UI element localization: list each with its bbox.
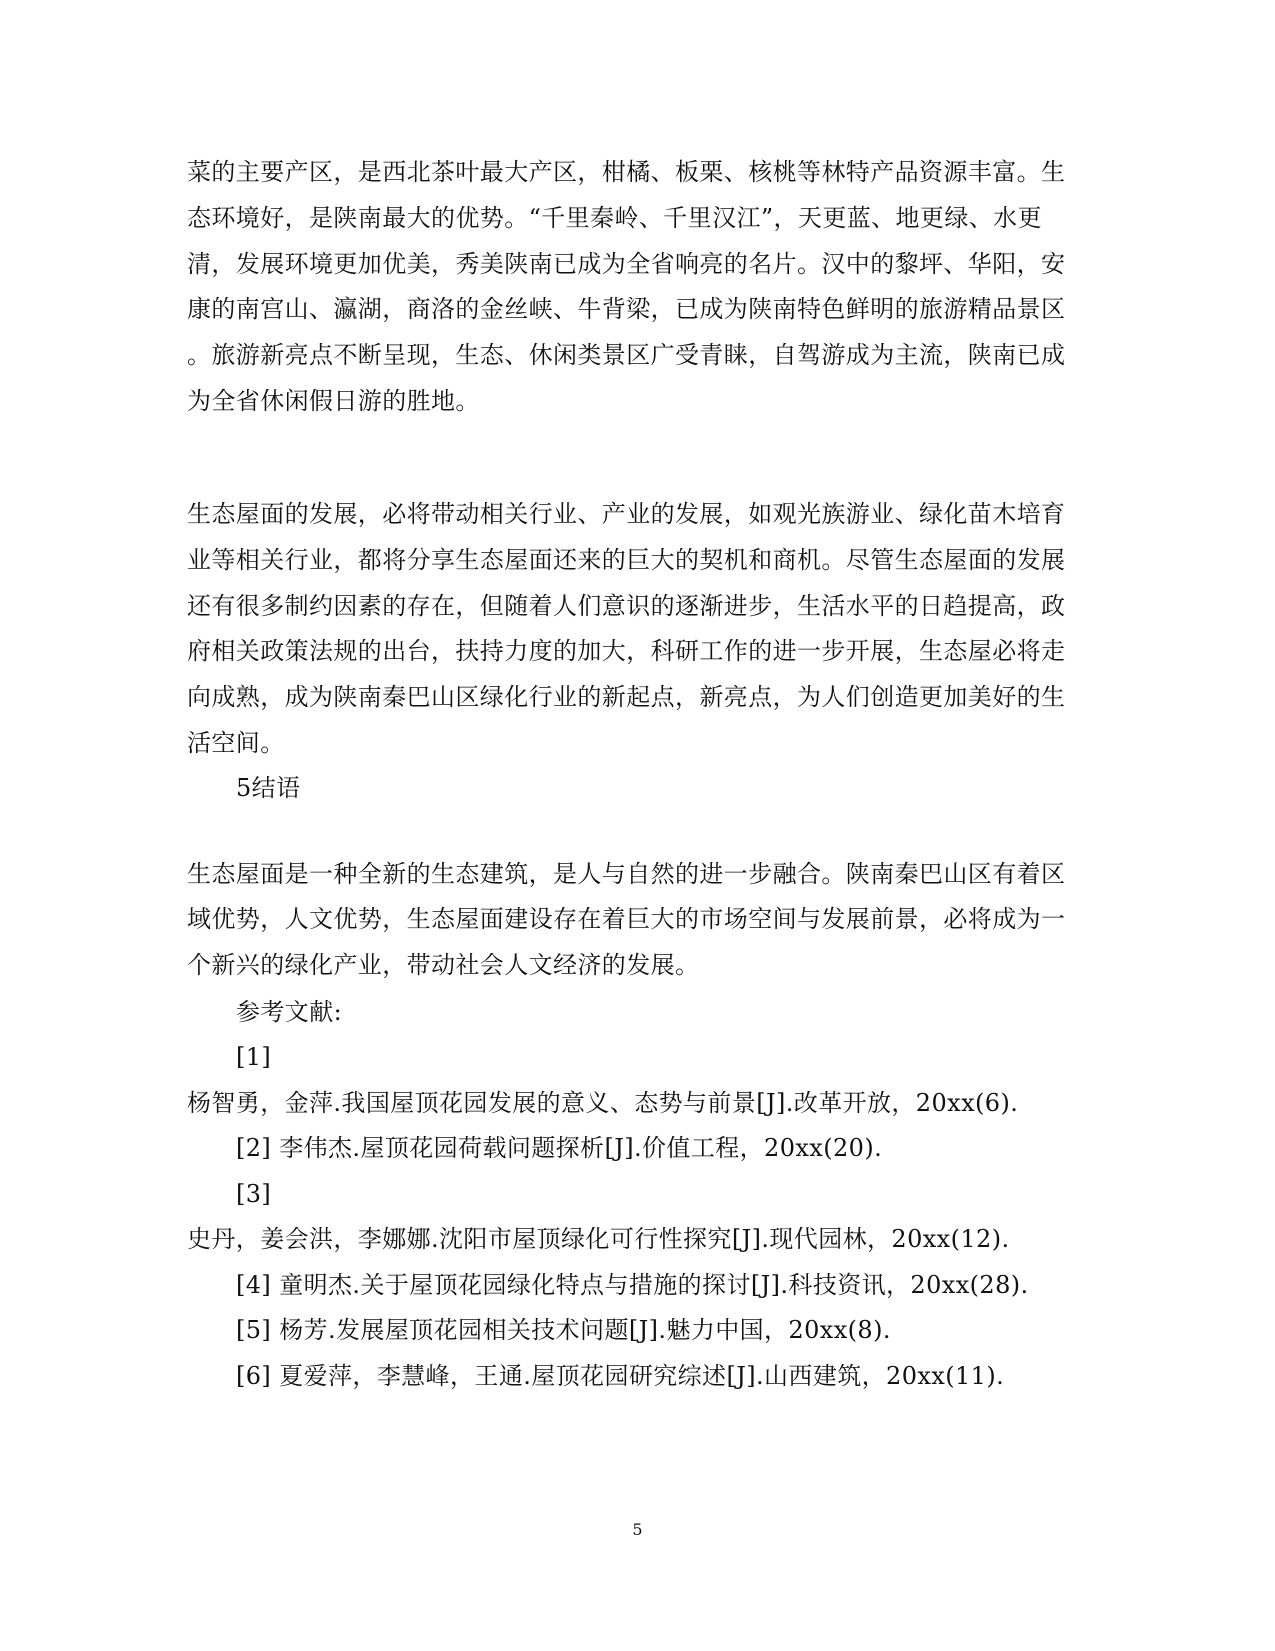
text-line: 态环境好，是陕南最大的优势。“千里秦岭、千里汉江”，天更蓝、地更绿、水更 bbox=[187, 204, 1042, 232]
text-line: 活空间。 bbox=[187, 729, 285, 757]
reference-item: [5] 杨芳.发展屋顶花园相关技术问题[J].魅力中国，20xx(8). bbox=[236, 1316, 891, 1344]
page-number: 5 bbox=[632, 1520, 643, 1539]
references-heading: 参考文献: bbox=[236, 998, 343, 1026]
text-line: 为全省休闲假日游的胜地。 bbox=[187, 387, 480, 415]
reference-marker: [3] bbox=[236, 1180, 272, 1208]
text-line: 个新兴的绿化产业，带动社会人文经济的发展。 bbox=[187, 951, 700, 979]
text-line: 还有很多制约因素的存在，但随着人们意识的逐渐进步，生活水平的日趋提高，政 bbox=[187, 592, 1066, 620]
text-line: 清，发展环境更加优美，秀美陕南已成为全省响亮的名片。汉中的黎坪、华阳，安 bbox=[187, 250, 1066, 278]
reference-item: 史丹，姜会洪，李娜娜.沈阳市屋顶绿化可行性探究[J].现代园林，20xx(12). bbox=[187, 1225, 1010, 1253]
text-line: 域优势，人文优势，生态屋面建设存在着巨大的市场空间与发展前景，必将成为一 bbox=[187, 905, 1066, 933]
text-line: 生态屋面是一种全新的生态建筑，是人与自然的进一步融合。陕南秦巴山区有着区 bbox=[187, 860, 1066, 888]
text-line: 府相关政策法规的出台，扶持力度的加大，科研工作的进一步开展，生态屋必将走 bbox=[187, 637, 1066, 665]
reference-marker: [1] bbox=[236, 1043, 272, 1071]
reference-item: [4] 童明杰.关于屋顶花园绿化特点与措施的探讨[J].科技资讯，20xx(28). bbox=[236, 1271, 1029, 1299]
text-line: 向成熟，成为陕南秦巴山区绿化行业的新起点，新亮点，为人们创造更加美好的生 bbox=[187, 683, 1066, 711]
text-line: 生态屋面的发展，必将带动相关行业、产业的发展，如观光族游业、绿化苗木培育 bbox=[187, 500, 1066, 528]
reference-item: 杨智勇，金萍.我国屋顶花园发展的意义、态势与前景[J].改革开放，20xx(6). bbox=[187, 1089, 1019, 1117]
text-line: 业等相关行业，都将分享生态屋面还来的巨大的契机和商机。尽管生态屋面的发展 bbox=[187, 546, 1066, 574]
reference-item: [6] 夏爱萍，李慧峰，王通.屋顶花园研究综述[J].山西建筑，20xx(11). bbox=[236, 1362, 1005, 1390]
text-line: 康的南宫山、瀛湖，商洛的金丝峡、牛背梁，已成为陕南特色鲜明的旅游精品景区 bbox=[187, 295, 1066, 323]
section-heading: 5结语 bbox=[236, 774, 301, 802]
reference-item: [2] 李伟杰.屋顶花园荷载问题探析[J].价值工程，20xx(20). bbox=[236, 1134, 883, 1162]
text-line: 。旅游新亮点不断呈现，生态、休闲类景区广受青睐，自驾游成为主流，陕南已成 bbox=[187, 341, 1066, 369]
text-line: 菜的主要产区，是西北茶叶最大产区，柑橘、板栗、核桃等林特产品资源丰富。生 bbox=[187, 158, 1066, 186]
